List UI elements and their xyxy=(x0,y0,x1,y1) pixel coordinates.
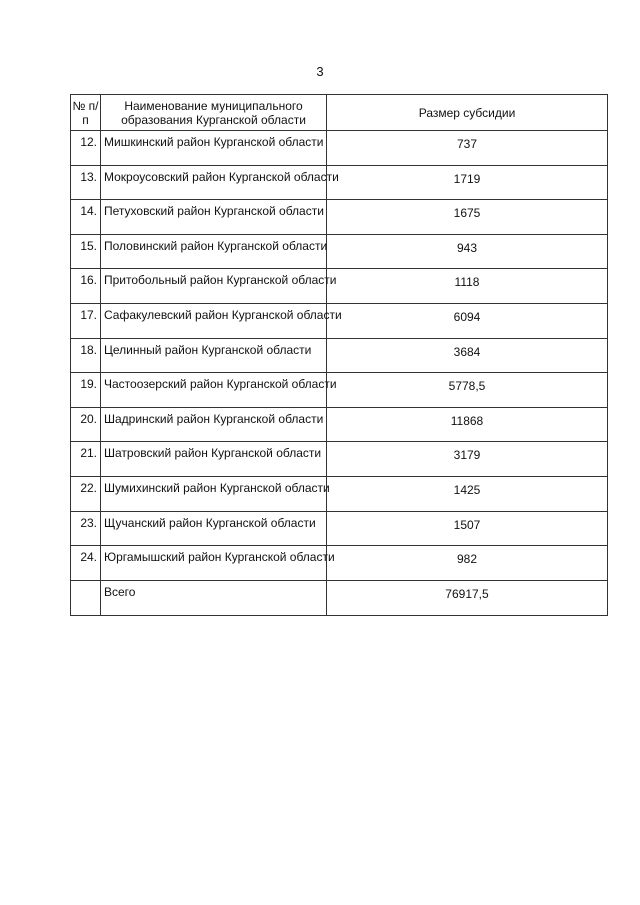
page-number: 3 xyxy=(316,64,324,79)
row-name: Петуховский район Курганской области xyxy=(101,200,327,235)
row-number: 14. xyxy=(71,200,101,235)
row-name: Мокроусовский район Курганской области xyxy=(101,165,327,200)
row-number: 17. xyxy=(71,303,101,338)
row-name: Юргамышский район Курганской области xyxy=(101,546,327,581)
total-amount: 76917,5 xyxy=(327,580,608,615)
row-number: 20. xyxy=(71,407,101,442)
row-name: Половинский район Курганской области xyxy=(101,234,327,269)
header-name: Наименование муниципального образования Курганской области xyxy=(101,95,327,131)
total-number-empty xyxy=(71,580,101,615)
table-row xyxy=(71,165,608,200)
row-number: 23. xyxy=(71,511,101,546)
table-row xyxy=(71,200,608,235)
row-number: 15. xyxy=(71,234,101,269)
row-amount: 737 xyxy=(327,131,608,166)
row-name: Частоозерский район Курганской области xyxy=(101,373,327,408)
row-name: Целинный район Курганской области xyxy=(101,338,327,373)
row-name: Шумихинский район Курганской области xyxy=(101,476,327,511)
row-amount: 1425 xyxy=(327,476,608,511)
row-name: Шадринский район Курганской области xyxy=(101,407,327,442)
total-label: Всего xyxy=(101,580,327,615)
row-name: Мишкинский район Курганской области xyxy=(101,131,327,166)
row-name: Щучанский район Курганской области xyxy=(101,511,327,546)
table-row xyxy=(71,511,608,546)
row-amount: 5778,5 xyxy=(327,373,608,408)
table-row xyxy=(71,546,608,581)
row-name: Шатровский район Курганской области xyxy=(101,442,327,477)
row-number: 21. xyxy=(71,442,101,477)
row-number: 16. xyxy=(71,269,101,304)
row-amount: 1507 xyxy=(327,511,608,546)
row-amount: 11868 xyxy=(327,407,608,442)
row-amount: 943 xyxy=(327,234,608,269)
table-row xyxy=(71,442,608,477)
row-number: 19. xyxy=(71,373,101,408)
table-body xyxy=(71,131,608,616)
row-number: 13. xyxy=(71,165,101,200)
table-header-row xyxy=(71,95,608,131)
row-amount: 6094 xyxy=(327,303,608,338)
table-row xyxy=(71,234,608,269)
row-number: 24. xyxy=(71,546,101,581)
row-amount: 1118 xyxy=(327,269,608,304)
table-row xyxy=(71,373,608,408)
row-amount: 3179 xyxy=(327,442,608,477)
table-row xyxy=(71,407,608,442)
table-row xyxy=(71,303,608,338)
row-amount: 3684 xyxy=(327,338,608,373)
row-number: 12. xyxy=(71,131,101,166)
row-amount: 1675 xyxy=(327,200,608,235)
header-amount: Размер субсидии xyxy=(327,95,608,131)
table-row xyxy=(71,338,608,373)
total-row xyxy=(71,580,608,615)
row-amount: 982 xyxy=(327,546,608,581)
header-number: № п/п xyxy=(71,95,101,131)
row-number: 18. xyxy=(71,338,101,373)
table-row xyxy=(71,269,608,304)
subsidy-table xyxy=(70,94,608,616)
row-name: Притобольный район Курганской области xyxy=(101,269,327,304)
row-name: Сафакулевский район Курганской области xyxy=(101,303,327,338)
table-row xyxy=(71,476,608,511)
row-number: 22. xyxy=(71,476,101,511)
row-amount: 1719 xyxy=(327,165,608,200)
table-row xyxy=(71,131,608,166)
